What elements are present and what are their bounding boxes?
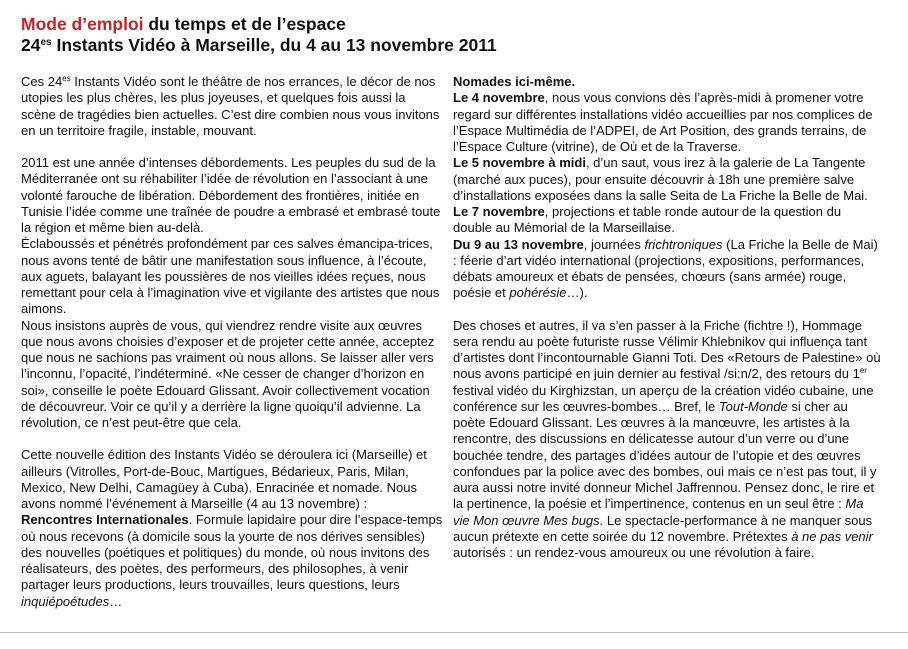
schedule-date: Le 4 novembre bbox=[453, 90, 545, 106]
rencontres-text: . Formule lapidaire pour dire l’espace-temps où nous recevons (à domicile sous la yourte de nos dérives sensibles) des nouvelles (poétiques et politiques) du monde, où nous invitons des réalisateurs, des poètes, des performeurs, des philosophes, à venir partager leurs productions, leurs trouvailles, leurs questions, leurs bbox=[21, 512, 443, 593]
schedule-nov4 bbox=[453, 90, 883, 155]
schedule-nov5 bbox=[453, 155, 883, 204]
paragraph-gap bbox=[21, 139, 443, 155]
edition-paragraph: Cette nouvelle édition des Instants Vidéo se déroulera ici (Marseille) et ailleurs (Vitrolles, Port-de-Bouc, Martigues, Bédarieux, Paris, Milan, Mexico, New Delhi, Camagüey à Cuba). Enracinée et nomade. Nous avons nommé l’événement à Marseille (4 au 13 novembre) : bbox=[21, 447, 427, 511]
rencontres-paragraph bbox=[21, 512, 443, 610]
friche-text-4: . Le spectacle-performance à ne manquer sous aucun prétexte en cette soirée du 12 novembre. Prétextes bbox=[453, 512, 873, 544]
bottom-divider bbox=[0, 632, 908, 633]
friche-italic: Tout-Monde bbox=[718, 398, 788, 414]
nomades-heading bbox=[453, 74, 883, 90]
nomades-heading-text: Nomades ici-même. bbox=[453, 74, 576, 89]
influence-paragraph: Éclaboussés et pénétrés profondément par ces salves émancipa-trices, nous avons tenté de bâtir une manifestation sous influence, à l’écoute, aux aguets, balayant les poussières de nos vieilles idées reçues, nous remettant pour cela à l’imagination vive et vigilante des artistes que nous aimons. bbox=[21, 236, 440, 317]
title-highlight: Mode d’emploi bbox=[21, 14, 144, 34]
right-column bbox=[453, 74, 883, 561]
rencontres-ellipsis: … bbox=[109, 593, 123, 609]
rencontres-heading: Rencontres Internationales bbox=[21, 512, 189, 528]
intro-superscript: es bbox=[62, 74, 71, 83]
friche-text: Des choses et autres, il va s’en passer à la Friche (fichtre !), Hommage sera rendu au poète futuriste russe Vélimir Khlebnikov qui influença tant d’artistes dont l’incontournable Gianni Toti. Des «Retours de Palestine» où nous avons participé en juin dernier au festival /si:n/2, des retours du 1 bbox=[453, 317, 881, 382]
revolution-paragraph: 2011 est une année d’intenses débordements. Les peuples du sud de la Méditerranée ont su réhabiliter l’idée de révolution en l’associant à une volonté farouche de libération. Débordement des frontières, initiée en Tunisie l’idée comme une traînée de poudre a embrasé et embrasé toute la région et même bien au-delà. bbox=[21, 155, 441, 235]
schedule-nov9-13 bbox=[453, 237, 883, 302]
schedule-date: Le 7 novembre bbox=[453, 204, 545, 219]
unknown-paragraph: Nous insistons auprès de vous, qui viendrez rendre visite aux œuvres que nous avons choisies d’exposer et de projeter cette année, acceptez que nous ne sachions pas vraiment où nous allons. Se laisser aller vers l’inconnu, l’opacité, l’indéterminé. «Ne cesser de changer d’horizon en soi», conseille le poète Edouard Glissant. Avoir collectivement vocation de découvreur. Voir ce qu’il y a derrière la ligne quoiqu’il advienne. La révolution, ce n’est peut-être que cela. bbox=[21, 317, 435, 430]
schedule-italic: frichtroniques bbox=[644, 236, 723, 252]
friche-text-5: autorisés : un rendez-vous amoureux ou une révolution à faire. bbox=[453, 545, 815, 560]
page-title bbox=[21, 14, 891, 56]
intro-text-rest: Instants Vidéo sont le théâtre de nos errances, le décor de nos utopies les plus chères, les plus joyeuses, et quelques fois aussi la scène de tragédies bien actuelles. C’est dire combien nous vous invitons en un territoire fragile, instable, mouvant. bbox=[21, 74, 440, 138]
schedule-nov7 bbox=[453, 204, 883, 237]
schedule-text: , nous vous convions dès l’après-midi à promener votre regard sur différentes installations vidéo accueillies par nos complices de l’Espace Multimédia de l’ADPEI, de Art Position, des grands terrains, de l’Espace Culture (vitrine), de Où et de la Traverse. bbox=[453, 90, 873, 154]
friche-italic-2: Ma vie Mon œuvre Mes bugs bbox=[453, 496, 864, 528]
title-number: 24 bbox=[21, 35, 41, 55]
schedule-date: Le 5 novembre à midi bbox=[453, 155, 586, 171]
schedule-text: , journées bbox=[583, 236, 645, 252]
schedule-text: , projections et table ronde autour de la question du double au Mémorial de la Marseillaise. bbox=[453, 204, 842, 236]
title-line2-text: Instants Vidéo à Marseille, du 4 au 13 novembre 2011 bbox=[51, 35, 497, 55]
title-line1-text: du temps et de l’espace bbox=[143, 14, 346, 34]
friche-italic-3: à ne pas venir bbox=[791, 528, 873, 544]
paragraph-gap bbox=[453, 302, 883, 318]
title-superscript: es bbox=[40, 37, 52, 48]
intro-paragraph bbox=[21, 74, 443, 139]
left-column bbox=[21, 74, 443, 610]
rencontres-italic: inquiépoétudes bbox=[21, 593, 110, 609]
friche-paragraph bbox=[453, 318, 883, 562]
schedule-text: , d’un saut, vous irez à la galerie de La Tangente (marché aux puces), pour ensuite découvrir à 18h une première salve d’installations exposées dans la salle Seita de La Friche la Belle de Mai. bbox=[453, 155, 868, 203]
friche-text-2: festival vidéo du Kirghizstan, un aperçu de la création vidéo cubaine, une conférence sur les œuvres-bombes… Bref, le bbox=[453, 382, 874, 414]
schedule-date: Du 9 au 13 novembre bbox=[453, 236, 584, 252]
schedule-text-rest: (La Friche la Belle de Mai) : féerie d’art vidéo international (projections, expositions, performances, débats amoureux et ébats de pensées, chœurs (sans armée) rouge, poésie et bbox=[453, 236, 878, 301]
friche-superscript: er bbox=[859, 366, 867, 376]
intro-text: Ces 24 bbox=[21, 74, 63, 89]
paragraph-gap bbox=[21, 431, 443, 447]
schedule-text-end: …). bbox=[566, 285, 588, 301]
friche-text-3: si cher au poète Edouard Glissant. Les œuvres à la manœuvre, les artistes à la rencontre, des discussions en délicatesse autour d’un verre ou d’une bouchée tendre, des partages d’idées autour de l’utopie et des œuvres confondues par la police avec des bombes, oui mais ce n’est pas tout, il y aura aussi notre invité donneur Michel Jaffrennou. Pensez donc, le rire et la pertinence, la poésie et l’impertinence, contenus en un seul être : bbox=[453, 398, 877, 512]
schedule-italic-2: pohérésie bbox=[509, 285, 567, 301]
